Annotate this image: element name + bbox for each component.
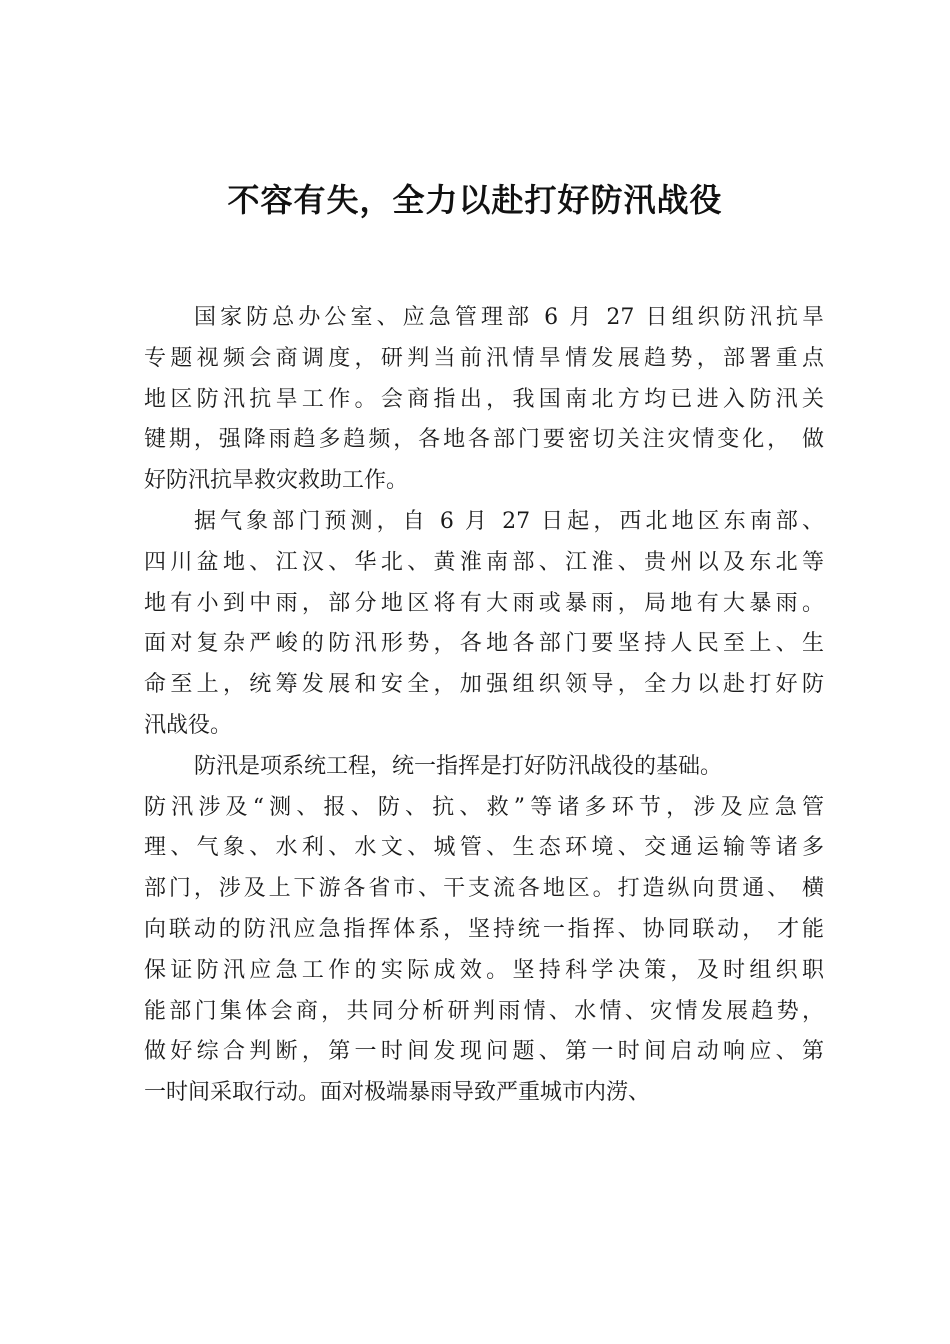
paragraph bbox=[144, 502, 824, 747]
text-line: 国家防总办公室、应急管理部 6 月 27 日组织防汛抗旱 bbox=[194, 305, 824, 330]
text-line: 向联动的防汛应急指挥体系，坚持统一指挥、协同联动， 才能 bbox=[144, 916, 824, 942]
text-line: 做好综合判断，第一时间发现问题、第一时间启动响应、第 bbox=[144, 1039, 824, 1065]
text-line: 理、气象、水利、水文、城管、生态环境、交通运输等诸多 bbox=[144, 835, 824, 861]
text-line: 防汛涉及“测、报、防、抗、救”等诸多环节，涉及应急管 bbox=[144, 794, 824, 820]
text-line: 汛战役。 bbox=[144, 712, 233, 738]
text-line: 一时间采取行动。面对极端暴雨导致严重城市内涝、 bbox=[144, 1080, 651, 1106]
text-line: 部门，涉及上下游各省市、干支流各地区。打造纵向贯通、 横 bbox=[144, 876, 824, 902]
document-body bbox=[144, 298, 824, 1114]
page-title: 不容有失，全力以赴打好防汛战役 bbox=[227, 181, 723, 219]
paragraph bbox=[144, 298, 824, 502]
text-line: 面对复杂严峻的防汛形势，各地各部门要坚持人民至上、生 bbox=[144, 631, 824, 657]
text-line: 四川盆地、江汉、华北、黄淮南部、江淮、贵州以及东北等 bbox=[144, 549, 824, 575]
text-line: 防汛是项系统工程，统一指挥是打好防汛战役的基础。 bbox=[194, 753, 723, 779]
text-line: 好防汛抗旱救灾救助工作。 bbox=[144, 468, 409, 494]
text-line: 据气象部门预测，自 6 月 27 日起，西北地区东南部、 bbox=[194, 508, 824, 534]
text-line: 保证防汛应急工作的实际成效。坚持科学决策，及时组织职 bbox=[144, 957, 824, 983]
text-line: 能部门集体会商，共同分析研判雨情、水情、灾情发展趋势， bbox=[144, 998, 824, 1024]
text-line: 地有小到中雨，部分地区将有大雨或暴雨，局地有大暴雨。 bbox=[144, 590, 824, 616]
paragraph bbox=[144, 747, 824, 1114]
text-line: 命至上，统筹发展和安全，加强组织领导，全力以赴打好防 bbox=[144, 672, 824, 698]
text-line: 键期，强降雨趋多趋频，各地各部门要密切关注灾情变化， 做 bbox=[144, 427, 824, 453]
text-line: 专题视频会商调度，研判当前汛情旱情发展趋势，部署重点 bbox=[144, 345, 824, 371]
text-line: 地区防汛抗旱工作。会商指出，我国南北方均已进入防汛关 bbox=[144, 386, 824, 412]
